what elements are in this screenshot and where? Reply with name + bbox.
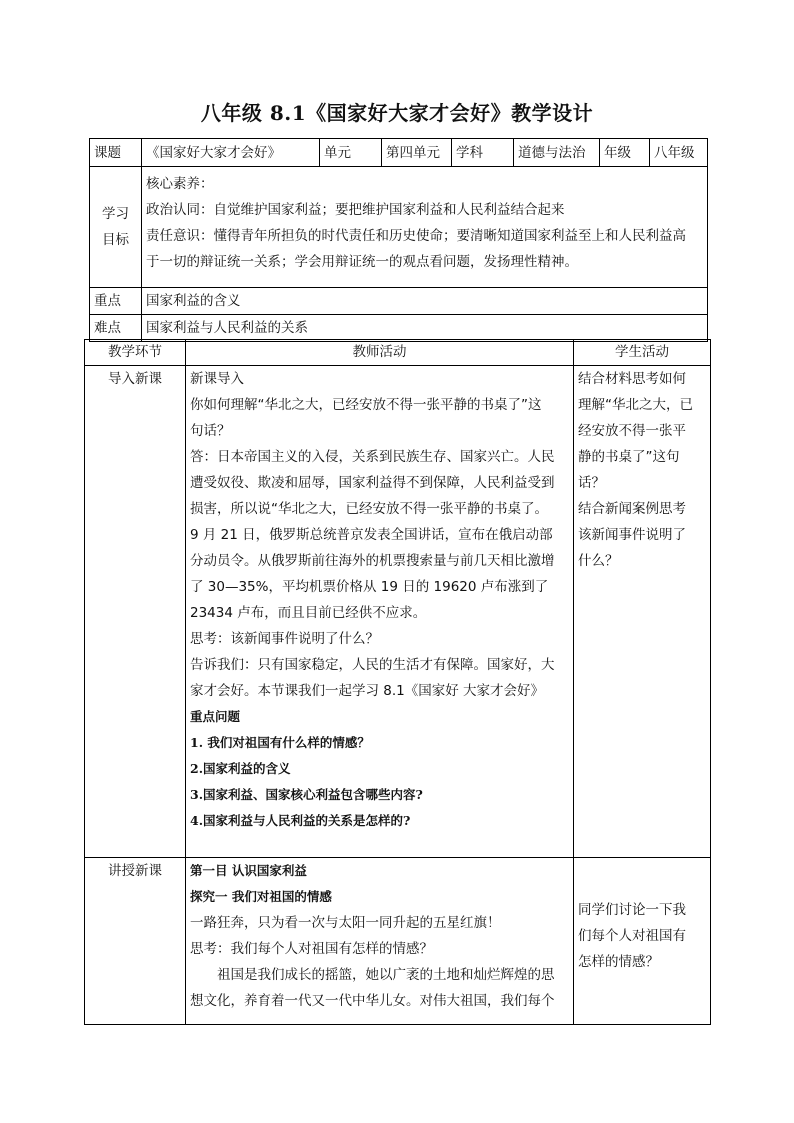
teacher-line: 23434 卢布，而且目前已经供不应求。 — [190, 605, 427, 621]
teaching-process-table — [84, 339, 711, 1025]
course-info-table — [89, 138, 708, 342]
teacher-line: 新课导入 — [190, 371, 244, 387]
unit-value: 第四单元 — [382, 139, 452, 167]
goals-label — [90, 167, 142, 288]
teacher-line: 遭受奴役、欺凌和屈辱，国家利益得不到保障，人民利益受到 — [190, 475, 555, 491]
student-activity — [574, 858, 711, 1025]
teacher-line: 句话？ — [190, 423, 231, 439]
goals-line: 责任意识：懂得青年所担负的时代责任和历史使命；要清晰知道国家利益至上和人民利益高 — [146, 228, 686, 244]
student-activity — [574, 366, 711, 858]
key-question: 1. 我们对祖国有什么样的情感？ — [190, 735, 370, 750]
difficulty-row — [90, 315, 708, 342]
goals-line: 核心素养： — [146, 176, 214, 192]
section-name: 导入新课 — [85, 366, 186, 858]
student-spacer — [578, 858, 706, 897]
document-title: 八年级 8.1《国家好大家才会好》教学设计 — [200, 101, 594, 125]
topic-label: 课题 — [90, 139, 142, 167]
teacher-line: 损害，所以说“华北之大，已经安放不得一张平静的书桌了。 — [190, 501, 548, 517]
grade-label: 年级 — [600, 139, 650, 167]
key-point-label: 重点 — [90, 288, 142, 315]
key-point-row — [90, 288, 708, 315]
teacher-line: 告诉我们：只有国家稳定，人民的生活才有保障。国家好，大 — [190, 657, 555, 673]
subject-value: 道德与法治 — [514, 139, 600, 167]
student-line: 结合材料思考如何 — [578, 371, 686, 387]
goals-content — [142, 167, 708, 288]
key-question: 2.国家利益的含义 — [190, 761, 291, 776]
info-row — [90, 139, 708, 167]
teacher-line: 9 月 21 日，俄罗斯总统普京发表全国讲话，宣布在俄启动部 — [190, 527, 553, 543]
student-line: 同学们讨论一下我 — [578, 902, 686, 918]
teacher-activity — [186, 366, 574, 858]
section-lecture-row — [85, 858, 711, 1025]
inquiry-heading: 探究一 我们对祖国的情感 — [190, 889, 332, 904]
student-line: 理解“华北之大，已 — [578, 397, 693, 413]
student-line: 们每个人对祖国有 — [578, 928, 686, 944]
teacher-line: 一路狂奔，只为看一次与太阳一同升起的五星红旗！ — [190, 915, 501, 931]
teacher-line: 家才会好。本节课我们一起学习 8.1《国家好 大家才会好》 — [190, 683, 545, 699]
section-heading: 第一目 认识国家利益 — [190, 863, 307, 878]
teacher-paragraph-line: 祖国是我们成长的摇篮，她以广袤的土地和灿烂辉煌的思 — [217, 967, 555, 983]
grade-value: 八年级 — [650, 139, 708, 167]
difficulty-label: 难点 — [90, 315, 142, 342]
header-teacher: 教师活动 — [186, 340, 574, 366]
student-line: 结合新闻案例思考 — [578, 501, 686, 517]
goals-label-line: 学习 — [102, 206, 129, 222]
goals-line: 于一切的辩证统一关系；学会用辩证统一的观点看问题，发扬理性精神。 — [146, 254, 578, 270]
header-student: 学生活动 — [574, 340, 711, 366]
key-question: 4.国家利益与人民利益的关系是怎样的? — [190, 813, 411, 828]
student-line: 话？ — [578, 475, 605, 491]
student-line: 静的书桌了”这句 — [578, 449, 680, 465]
teacher-line: 了 30—35%，平均机票价格从 19 日的 19620 卢布涨到了 — [190, 579, 549, 595]
key-question: 3.国家利益、国家核心利益包含哪些内容? — [190, 787, 423, 802]
teacher-line: 思考：我们每个人对祖国有怎样的情感？ — [190, 941, 433, 957]
goals-label-line: 目标 — [102, 232, 129, 248]
section-name: 讲授新课 — [85, 858, 186, 1025]
student-line: 什么？ — [578, 553, 619, 569]
subject-label: 学科 — [452, 139, 514, 167]
header-stage: 教学环节 — [85, 340, 186, 366]
teacher-activity — [186, 858, 574, 1025]
teacher-line: 思考：该新闻事件说明了什么？ — [190, 631, 379, 647]
student-line: 该新闻事件说明了 — [578, 527, 686, 543]
teacher-line: 答：日本帝国主义的入侵，关系到民族生存、国家兴亡。人民 — [190, 449, 555, 465]
unit-label: 单元 — [320, 139, 382, 167]
goals-row — [90, 167, 708, 288]
key-point-text: 国家利益的含义 — [142, 288, 708, 315]
teacher-line: 你如何理解“华北之大，已经安放不得一张平静的书桌了”这 — [190, 397, 542, 413]
student-line: 经安放不得一张平 — [578, 423, 686, 439]
teacher-line: 分动员令。从俄罗斯前往海外的机票搜索量与前几天相比激增 — [190, 553, 555, 569]
section-intro-row — [85, 366, 711, 858]
student-line: 怎样的情感？ — [578, 954, 659, 970]
difficulty-text: 国家利益与人民利益的关系 — [142, 315, 708, 342]
topic-value: 《国家好大家才会好》 — [142, 139, 320, 167]
header-row — [85, 340, 711, 366]
goals-line: 政治认同：自觉维护国家利益；要把维护国家利益和人民利益结合起来 — [146, 202, 565, 218]
teacher-paragraph-line: 想文化，养育着一代又一代中华儿女。对伟大祖国，我们每个 — [190, 993, 555, 1009]
key-questions-title: 重点问题 — [190, 709, 241, 724]
